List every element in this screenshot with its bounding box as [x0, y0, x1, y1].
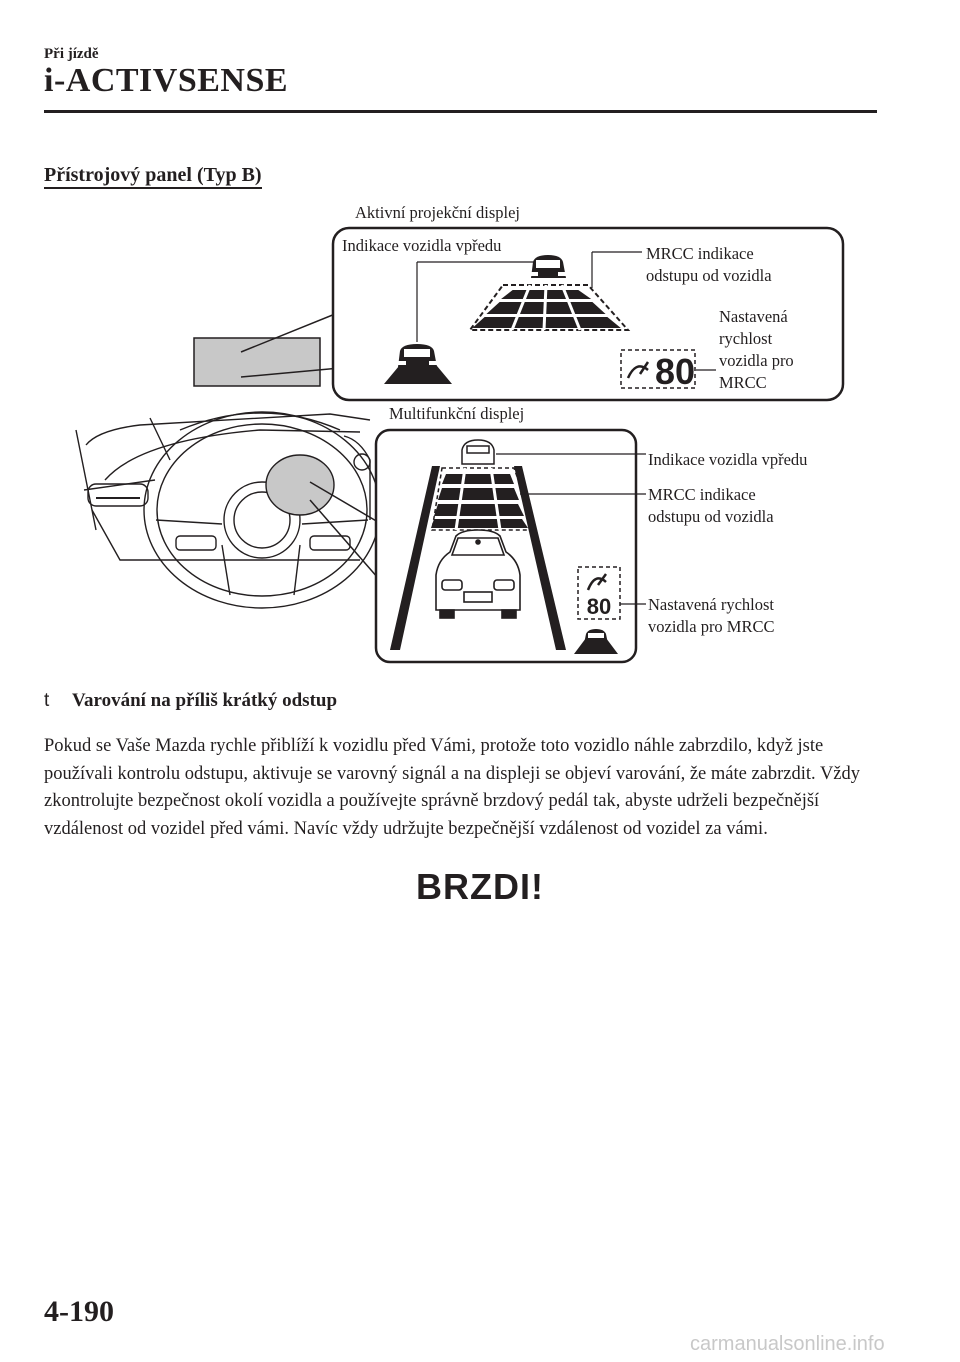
hud-vehicle-ahead-icon: [530, 255, 566, 278]
warning-heading-text: Varování na příliš krátký odstup: [72, 690, 338, 711]
hud-vehicle-ahead-label: Indikace vozidla vpředu: [342, 236, 502, 255]
warning-paragraph: Pokud se Vaše Mazda rychle přiblíží k vozidlu před Vámi, protože toto vozidlo náhle zabrzdilo, když jste používali kontrolu odstupu, aktivuje se varovný signál a na displeji se objeví varování, že máte zabrzdit. Vždy zkontrolujte bezpečnost okolí vozidla a používejte správně brzdový pedál tak, abyste udrželi bezpečnější vzdálenost od vozidel před vámi. Navíc vždy udržujte bezpečnější vzdálenost od vozidel za vámi.: [44, 736, 861, 839]
hud-speed-value: 80: [655, 351, 696, 392]
mid-vehicle-ahead-label: Indikace vozidla vpředu: [648, 450, 808, 469]
hud-set-speed-label: Nastavená rychlost vozidla pro MRCC: [719, 307, 794, 392]
hud-distance-label: MRCC indikace odstupu od vozidla: [646, 244, 772, 285]
watermark: carmanualsonline.info: [690, 1333, 885, 1355]
instrument-panel-illustration: [0, 0, 960, 680]
page-number: 4-190: [44, 1295, 114, 1328]
warning-heading: [44, 690, 337, 712]
mid-distance-label: MRCC indikace odstupu od vozidla: [648, 485, 774, 526]
mid-speed-value: 80: [586, 594, 612, 619]
chapter-title: i-ACTIVSENSE: [44, 62, 289, 99]
hud-title-label: Aktivní projekční displej: [355, 203, 520, 222]
mid-set-speed-label: Nastavená rychlost vozidla pro MRCC: [648, 595, 775, 636]
multifunction-display: [376, 430, 646, 662]
brake-warning-display: BRZDI!: [416, 866, 544, 907]
figure-subheading: Přístrojový panel (Typ B): [44, 163, 262, 189]
bullet-icon: t: [44, 690, 50, 711]
dashboard-drawing: [76, 412, 380, 608]
mid-vehicle-ahead-icon: [462, 440, 494, 464]
mid-title-label: Multifunkční displej: [389, 404, 525, 423]
multi-display-highlight: [266, 455, 334, 515]
section-label: Při jízdě: [44, 46, 99, 62]
hud-projection-area: [194, 312, 340, 386]
